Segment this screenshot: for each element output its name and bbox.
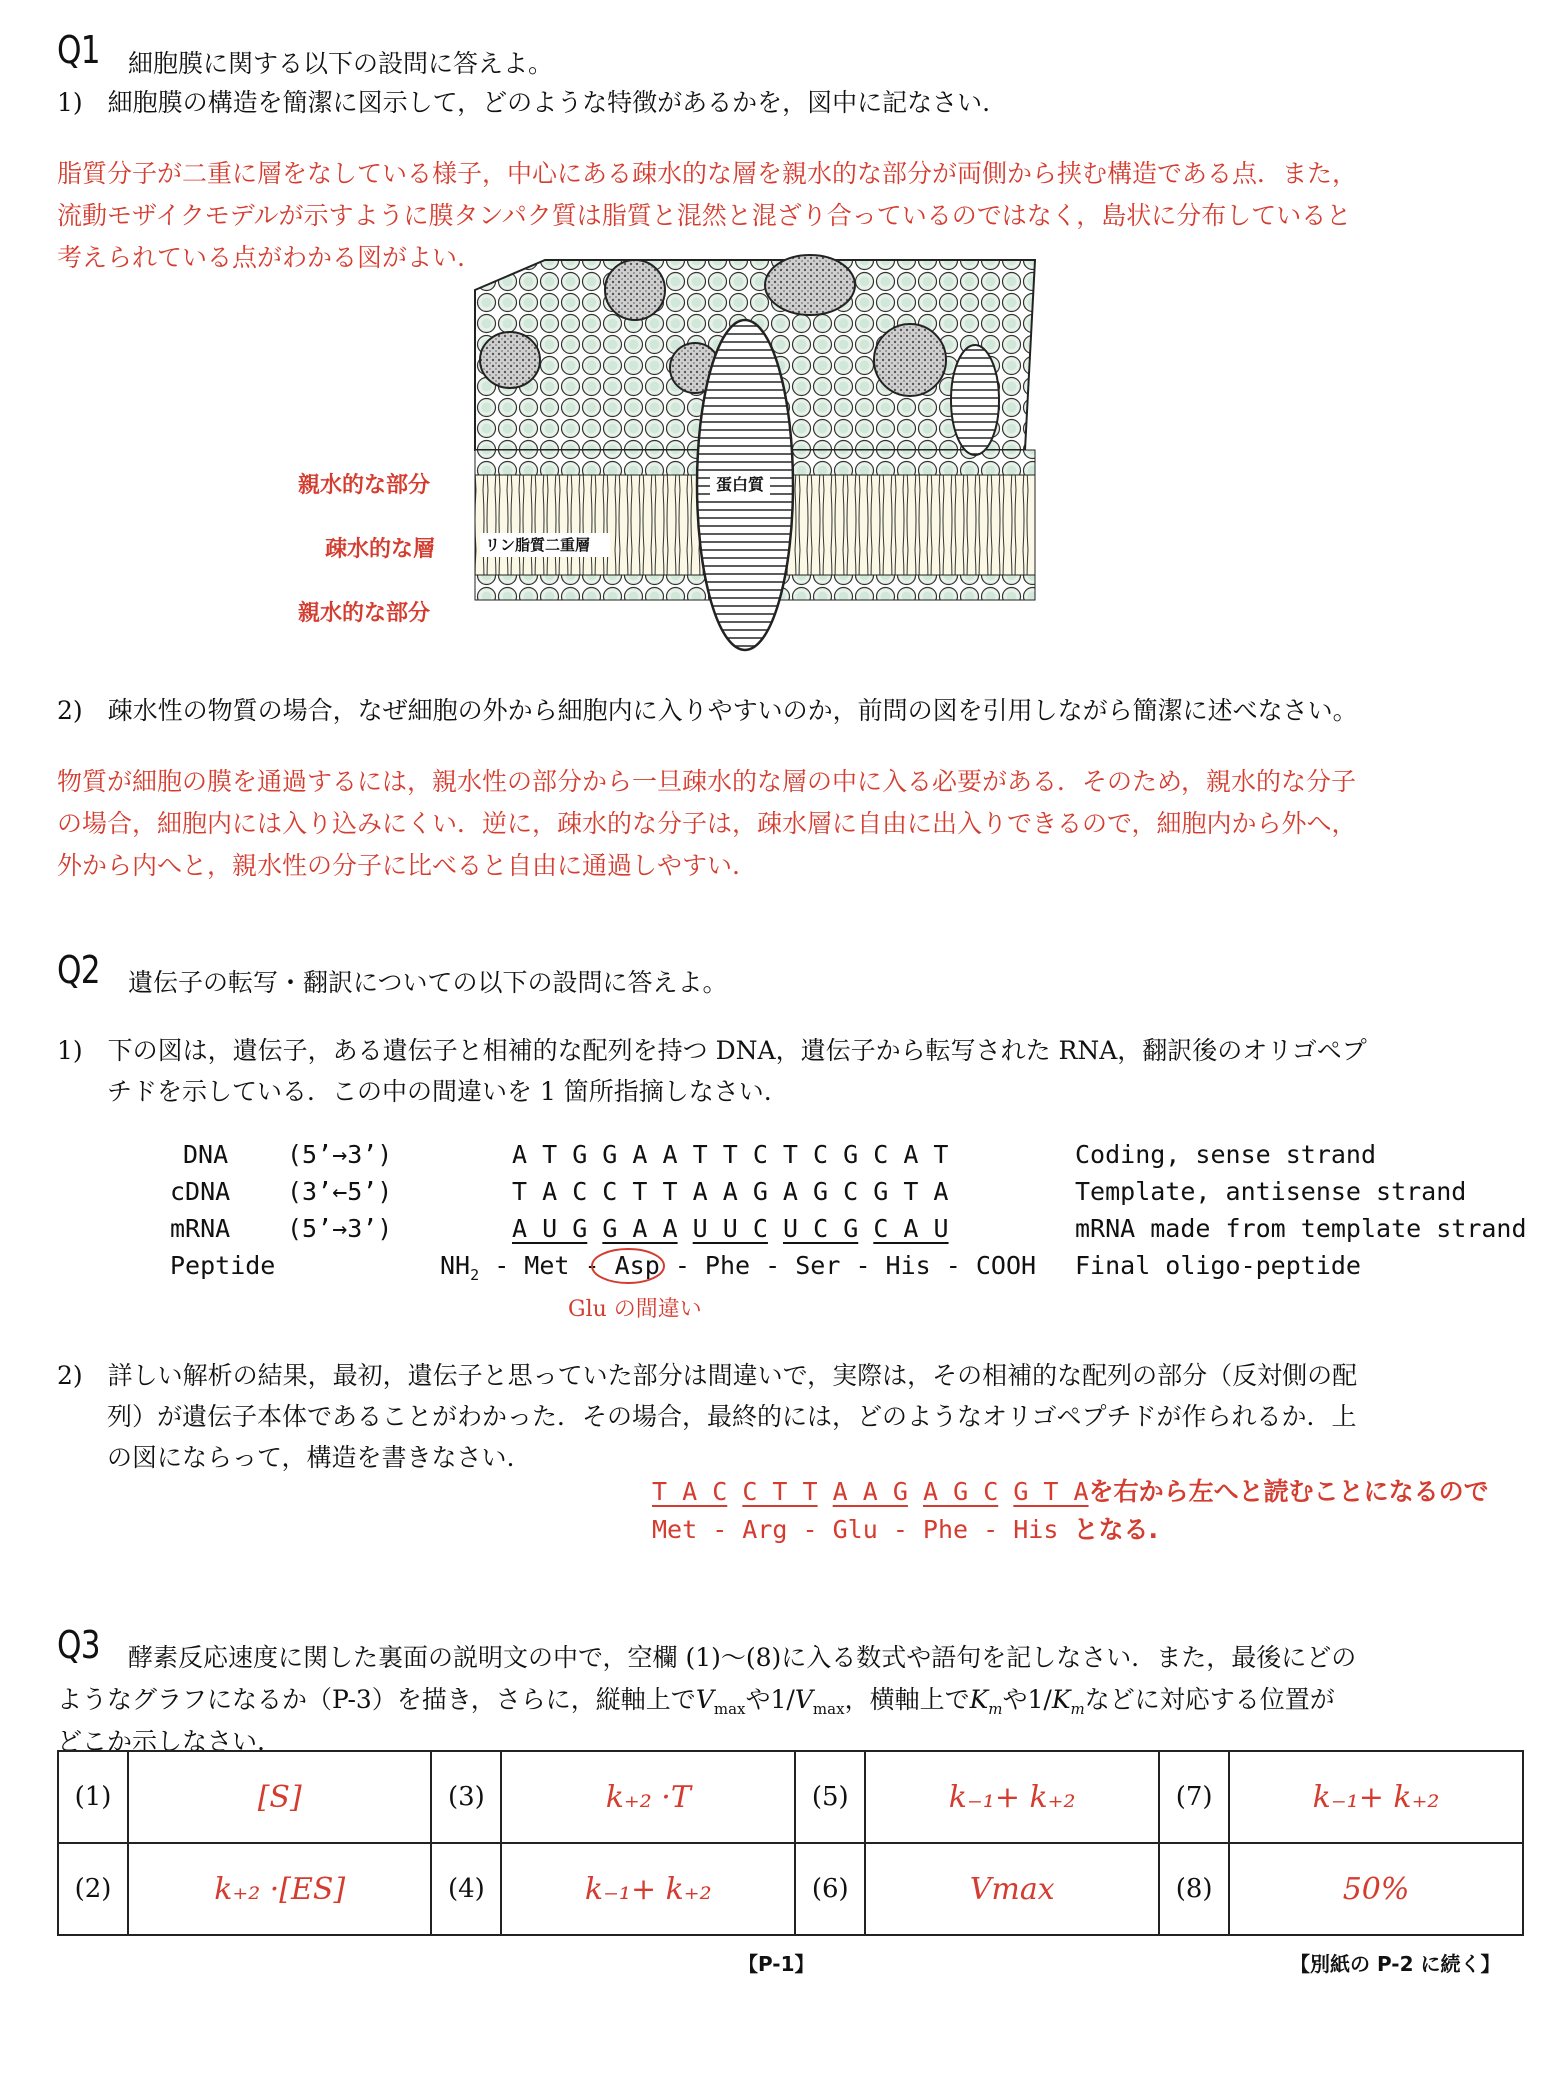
question-line: チドを示している．この中の間違いを 1 箇所指摘しなさい. bbox=[107, 1077, 772, 1106]
question-line: の図にならって，構造を書きなさい. bbox=[107, 1443, 515, 1472]
membrane-diagram bbox=[455, 250, 1045, 660]
q1-question-1: 1) 細胞膜の構造を簡潔に図示して，どのような特徴があるかを，図中に記なさい. bbox=[57, 88, 991, 117]
nh2: NH bbox=[440, 1251, 471, 1280]
blank-answer: k₋₁+ k₊₂ bbox=[865, 1751, 1159, 1843]
mrna-name: mRNA bbox=[170, 1214, 231, 1243]
cdna-direction: (3’←5’) bbox=[287, 1177, 393, 1206]
answer-suffix: となる. bbox=[1073, 1515, 1158, 1544]
q1-title: 細胞膜に関する以下の設問に答えよ。 bbox=[128, 49, 554, 78]
blank-key: (8) bbox=[1159, 1843, 1229, 1935]
blank-answer: [S] bbox=[128, 1751, 431, 1843]
question-line: 2) 詳しい解析の結果，最初，遺伝子と思っていた部分は間違いで，実際は，その相補的な配列の部分（反対側の配 bbox=[57, 1361, 1358, 1390]
answer-suffix: を右から左へと読むことになるので bbox=[1088, 1477, 1489, 1506]
q3-heading: Q3 bbox=[57, 1623, 100, 1667]
residue-error: Asp bbox=[614, 1251, 660, 1280]
label-hydrophobic: 疎水的な層 bbox=[325, 537, 436, 562]
answer-table bbox=[57, 1750, 1524, 1936]
q2-answer-line2 bbox=[652, 1510, 1158, 1546]
label-hydrophilic-top: 親水的な部分 bbox=[298, 473, 431, 498]
vmax-v: V bbox=[695, 1685, 714, 1714]
blank-key: (3) bbox=[431, 1751, 501, 1843]
label-hydrophilic-bottom: 親水的な部分 bbox=[298, 601, 431, 626]
vmax-sub: max bbox=[812, 1700, 845, 1718]
codon: A G C bbox=[922, 1477, 999, 1506]
km-k: K bbox=[969, 1685, 989, 1714]
dna-name: DNA bbox=[183, 1140, 229, 1169]
answer-line: 物質が細胞の膜を通過するには，親水性の部分から一旦疎水的な層の中に入る必要がある．そのため，親水的な分子 bbox=[57, 767, 1357, 796]
answer-line: 考えられている点がわかる図がよい. bbox=[57, 243, 465, 272]
codon: G T A bbox=[1013, 1477, 1089, 1506]
q2-title: 遺伝子の転写・翻訳についての以下の設問に答えよ。 bbox=[128, 968, 728, 997]
question-line: 列）が遺伝子本体であることがわかった．その場合，最終的には，どのようなオリゴペプチドが作られるか．上 bbox=[107, 1402, 1357, 1431]
codon: C A U bbox=[873, 1214, 949, 1243]
answer-line: 脂質分子が二重に層をなしている様子，中心にある疎水的な層を親水的な部分が両側から挟む構造である点．また， bbox=[57, 159, 1358, 188]
nh2-subscript: 2 bbox=[470, 1266, 480, 1284]
blank-answer: k₋₁+ k₊₂ bbox=[501, 1843, 795, 1935]
blank-key: (2) bbox=[58, 1843, 128, 1935]
codon: A U G bbox=[512, 1214, 588, 1243]
blank-answer: 50% bbox=[1229, 1843, 1523, 1935]
vmax-v: V bbox=[794, 1685, 813, 1714]
km-sub: m bbox=[988, 1700, 1003, 1718]
text: ようなグラフになるか（P-3）を描き，さらに，縦軸上で bbox=[57, 1685, 696, 1714]
blank-answer: Vmax bbox=[865, 1843, 1159, 1935]
q3-line2 bbox=[57, 1680, 1335, 1718]
blank-answer: k₊₂ ·T bbox=[501, 1751, 795, 1843]
q1-answer-2 bbox=[57, 761, 1357, 887]
error-note: Glu の間違い bbox=[568, 1297, 702, 1322]
q2-question-1 bbox=[57, 1030, 1367, 1112]
table-row bbox=[58, 1751, 1523, 1843]
q3-line3: どこか示しなさい. bbox=[57, 1727, 265, 1756]
answer-line: の場合，細胞内には入り込みにくい．逆に，疎水的な分子は，疎水層に自由に出入りできるので，細胞内から外へ， bbox=[57, 809, 1357, 838]
q2-answer-line1 bbox=[652, 1472, 1489, 1508]
mrna-sequence bbox=[512, 1214, 949, 1243]
text: や1/ bbox=[1002, 1685, 1052, 1714]
protein-label: 蛋白質 bbox=[715, 475, 765, 494]
peptide-name: Peptide bbox=[170, 1251, 276, 1280]
blank-answer: k₋₁+ k₊₂ bbox=[1229, 1751, 1523, 1843]
cdna-description: Template, antisense strand bbox=[1075, 1177, 1467, 1206]
table-row bbox=[58, 1843, 1523, 1935]
q2-heading: Q2 bbox=[57, 948, 100, 992]
codon: C T T bbox=[742, 1477, 818, 1506]
q1-question-2: 2) 疎水性の物質の場合，なぜ細胞の外から細胞内に入りやすいのか，前問の図を引用しながら簡潔に述べなさい。 bbox=[57, 696, 1358, 725]
question-line: 1) 下の図は，遺伝子，ある遺伝子と相補的な配列を持つ DNA，遺伝子から転写された RNA，翻訳後のオリゴペプ bbox=[57, 1036, 1367, 1065]
blank-key: (1) bbox=[58, 1751, 128, 1843]
q2-question-2 bbox=[57, 1355, 1357, 1478]
text: などに対応する位置が bbox=[1084, 1685, 1335, 1714]
blank-key: (4) bbox=[431, 1843, 501, 1935]
codon: U U C bbox=[692, 1214, 768, 1243]
residue: Met bbox=[524, 1251, 570, 1280]
km-k: K bbox=[1051, 1685, 1071, 1714]
vmax-sub: max bbox=[713, 1700, 746, 1718]
dna-sequence: A T G G A A T T C T C G C A T bbox=[512, 1140, 949, 1169]
codon: U C G bbox=[782, 1214, 859, 1243]
text: や1/ bbox=[745, 1685, 795, 1714]
dna-direction: (5’→3’) bbox=[287, 1140, 393, 1169]
blank-answer: k₊₂ ·[ES] bbox=[128, 1843, 431, 1935]
residue: His bbox=[885, 1251, 931, 1280]
cdna-name: cDNA bbox=[170, 1177, 231, 1206]
blank-key: (5) bbox=[795, 1751, 865, 1843]
peptide-sequence: $NH_2$ - Met - Asp - Phe - Ser - His - COOH bbox=[440, 1251, 1037, 1284]
cdna-sequence: T A C C T T A A G A G C G T A bbox=[512, 1177, 949, 1206]
mrna-description: mRNA made from template strand bbox=[1075, 1214, 1527, 1243]
answer-peptide: Met - Arg - Glu - Phe - His bbox=[652, 1515, 1059, 1544]
page-number: 【P-1】 bbox=[738, 1952, 815, 1976]
q3-line1: 酵素反応速度に関した裏面の説明文の中で，空欄 (1)～(8)に入る数式や語句を記しなさい．また，最後にどの bbox=[128, 1643, 1357, 1672]
blank-key: (7) bbox=[1159, 1751, 1229, 1843]
answer-line: 外から内へと，親水性の分子に比べると自由に通過しやすい. bbox=[57, 851, 740, 880]
answer-line: 流動モザイクモデルが示すように膜タンパク質は脂質と混然と混ざり合っているのではなく，島状に分布していると bbox=[57, 201, 1352, 230]
mrna-direction: (5’→3’) bbox=[287, 1214, 393, 1243]
codon: T A C bbox=[652, 1477, 728, 1506]
continue-note: 【別紙の P-2 に続く】 bbox=[1290, 1952, 1501, 1976]
blank-key: (6) bbox=[795, 1843, 865, 1935]
text: ，横軸上で bbox=[844, 1685, 970, 1714]
q1-heading: Q1 bbox=[57, 28, 100, 72]
peptide-description: Final oligo-peptide bbox=[1075, 1251, 1361, 1280]
dna-description: Coding, sense strand bbox=[1075, 1140, 1377, 1169]
error-circle bbox=[588, 1246, 668, 1286]
km-sub: m bbox=[1070, 1700, 1085, 1718]
cooh: COOH bbox=[975, 1251, 1037, 1280]
bilayer-label: リン脂質二重層 bbox=[485, 536, 591, 554]
residue: Ser bbox=[795, 1251, 841, 1280]
codon: A A G bbox=[832, 1477, 908, 1506]
residue: Phe bbox=[704, 1251, 751, 1280]
codon: G A A bbox=[602, 1214, 678, 1243]
